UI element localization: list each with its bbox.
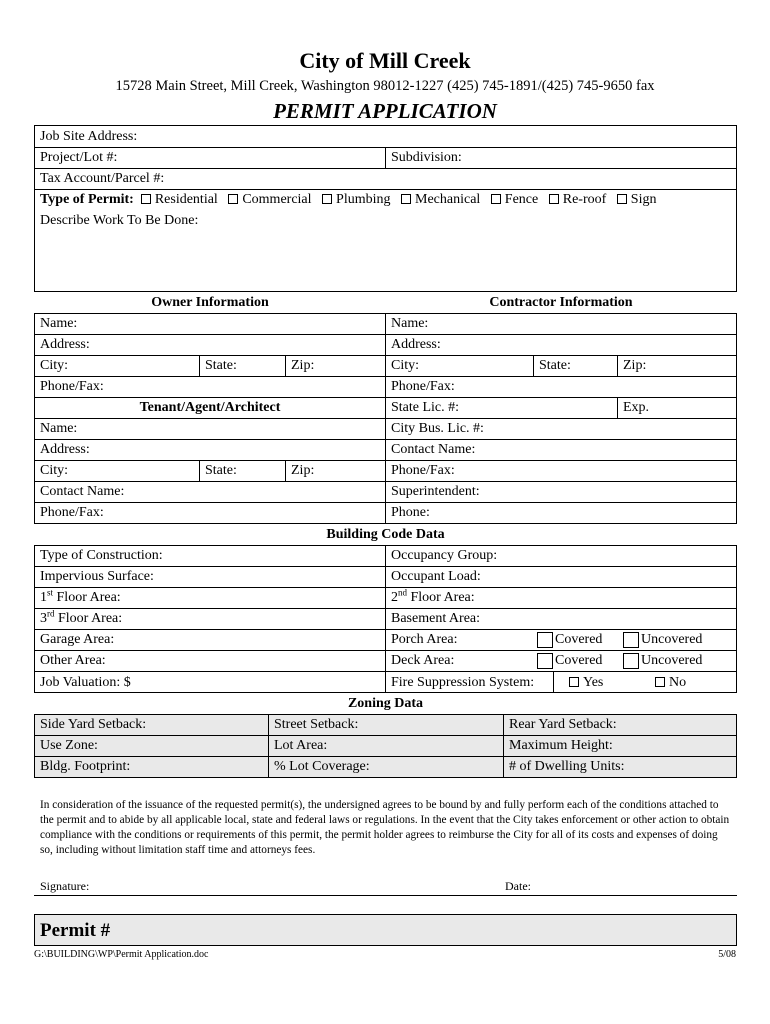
reroof-label: Re-roof xyxy=(562,192,607,207)
porch-uncovered-checkbox[interactable] xyxy=(623,632,639,648)
plumbing-checkbox[interactable] xyxy=(322,194,332,204)
permit-type-label: Type of Permit xyxy=(40,192,130,207)
max-height-field[interactable]: Maximum Height: xyxy=(509,738,613,753)
mechanical-label: Mechanical xyxy=(415,192,481,207)
legal-agreement-text: In consideration of the issuance of the requested permit(s), the undersigned agrees to be bound by and fully perform each of the conditions attached to the permit and to abide by all applicable local, state and federal laws or regulations. In the event that the City takes enforcement or other action to obtain compliance with the conditions or requirements of this permit, the permit holder agrees to reimburse the City for all of its costs and expenses of doing so, including without limitation staff time and attorneys fees. xyxy=(40,799,730,856)
porch-uncovered-label: Uncovered xyxy=(641,632,703,647)
mechanical-checkbox[interactable] xyxy=(401,194,411,204)
tenant-state-field[interactable]: State: xyxy=(205,463,237,478)
city-address: 15728 Main Street, Mill Creek, Washington 98012-1227 (425) 745-1891/(425) 745-9650 fax xyxy=(115,78,655,94)
date-field[interactable]: Date: xyxy=(505,879,531,893)
porch-area-field[interactable]: Porch Area: xyxy=(391,632,458,647)
project-lot-field[interactable]: Project/Lot #: xyxy=(40,150,118,165)
contractor-contact-field[interactable]: Contact Name: xyxy=(391,442,476,457)
contractor-zip-field[interactable]: Zip: xyxy=(623,358,647,373)
residential-label: Residential xyxy=(154,192,218,207)
contractor-phone-field[interactable]: Phone/Fax: xyxy=(391,379,455,394)
tenant-zip-field[interactable]: Zip: xyxy=(291,463,315,478)
floor1-area-field[interactable]: 1st Floor Area: xyxy=(40,587,121,605)
porch-covered-label: Covered xyxy=(555,632,603,647)
tenant-header: Tenant/Agent/Architect xyxy=(139,400,281,415)
reroof-checkbox[interactable] xyxy=(549,194,559,204)
sign-checkbox[interactable] xyxy=(617,194,627,204)
owner-city-field[interactable]: City: xyxy=(40,358,69,373)
job-site-address-field[interactable]: Job Site Address: xyxy=(40,129,138,144)
fence-label: Fence xyxy=(504,192,539,207)
building-code-header: Building Code Data xyxy=(326,527,445,542)
lot-area-field[interactable]: Lot Area: xyxy=(274,738,328,753)
tenant-contact-field[interactable]: Contact Name: xyxy=(40,484,125,499)
owner-state-field[interactable]: State: xyxy=(205,358,237,373)
deck-uncovered-checkbox[interactable] xyxy=(623,653,639,669)
contractor-name-field[interactable]: Name: xyxy=(391,316,429,331)
contractor-exp-field[interactable]: Exp. xyxy=(623,400,650,415)
contractor-city-field[interactable]: City: xyxy=(391,358,420,373)
contractor-super-field[interactable]: Superintendent: xyxy=(391,484,480,499)
construction-type-field[interactable]: Type of Construction: xyxy=(40,548,163,563)
street-setback-field[interactable]: Street Setback: xyxy=(274,717,359,732)
deck-covered-checkbox[interactable] xyxy=(537,653,553,669)
owner-address-field[interactable]: Address: xyxy=(40,337,90,352)
revision-date: 5/08 xyxy=(718,949,736,960)
floor3-area-field[interactable]: 3rd Floor Area: xyxy=(40,608,123,626)
fire-no-label: No xyxy=(669,675,687,690)
rear-yard-field[interactable]: Rear Yard Setback: xyxy=(509,717,617,732)
fire-suppression-label: Fire Suppression System: xyxy=(391,675,535,690)
fire-yes-option xyxy=(569,675,603,691)
tenant-address-field[interactable]: Address: xyxy=(40,442,90,457)
permit-number-label: Permit # xyxy=(40,920,111,941)
tenant-name-field[interactable]: Name: xyxy=(40,421,78,436)
contractor-phone3-field[interactable]: Phone: xyxy=(391,505,430,520)
porch-covered-checkbox[interactable] xyxy=(537,632,553,648)
commercial-label: Commercial xyxy=(242,192,312,207)
fence-checkbox[interactable] xyxy=(491,194,501,204)
footprint-field[interactable]: Bldg. Footprint: xyxy=(40,759,131,774)
impervious-surface-field[interactable]: Impervious Surface: xyxy=(40,569,154,584)
contractor-state-lic-field[interactable]: State Lic. #: xyxy=(391,400,460,415)
fire-yes-label: Yes xyxy=(583,675,604,690)
permit-number-box[interactable] xyxy=(34,914,737,946)
zoning-header: Zoning Data xyxy=(347,696,424,711)
contractor-info-header: Contractor Information xyxy=(489,295,633,310)
owner-name-field[interactable]: Name: xyxy=(40,316,78,331)
dwelling-units-field[interactable]: # of Dwelling Units: xyxy=(509,759,625,774)
permit-type-row: Type of Permit: Residential Commercial Plumbing Mechanical Fence Re-roof Sign xyxy=(40,192,657,207)
owner-phone-field[interactable]: Phone/Fax: xyxy=(40,379,104,394)
commercial-checkbox[interactable] xyxy=(228,194,238,204)
plumbing-label: Plumbing xyxy=(336,192,391,207)
occupant-load-field[interactable]: Occupant Load: xyxy=(391,569,481,584)
garage-area-field[interactable]: Garage Area: xyxy=(40,632,115,647)
signature-field[interactable]: Signature: xyxy=(40,879,90,893)
fire-no-checkbox[interactable] xyxy=(655,677,665,687)
side-yard-field[interactable]: Side Yard Setback: xyxy=(40,717,147,732)
fire-yes-checkbox[interactable] xyxy=(569,677,579,687)
floor2-area-field[interactable]: 2nd Floor Area: xyxy=(391,587,475,605)
contractor-state-field[interactable]: State: xyxy=(539,358,571,373)
tenant-city-field[interactable]: City: xyxy=(40,463,69,478)
occupancy-group-field[interactable]: Occupancy Group: xyxy=(391,548,498,563)
file-path: G:\BUILDING\WP\Permit Application.doc xyxy=(34,949,209,960)
use-zone-field[interactable]: Use Zone: xyxy=(40,738,98,753)
tenant-phone-field[interactable]: Phone/Fax: xyxy=(40,505,104,520)
fire-no-option xyxy=(655,675,686,691)
tax-account-field[interactable]: Tax Account/Parcel #: xyxy=(40,171,165,186)
subdivision-field[interactable]: Subdivision: xyxy=(391,150,462,165)
contractor-city-bus-field[interactable]: City Bus. Lic. #: xyxy=(391,421,484,436)
sign-label: Sign xyxy=(630,192,657,207)
lot-coverage-field[interactable]: % Lot Coverage: xyxy=(274,759,370,774)
other-area-field[interactable]: Other Area: xyxy=(40,653,106,668)
deck-covered-label: Covered xyxy=(555,653,603,668)
deck-area-field[interactable]: Deck Area: xyxy=(391,653,455,668)
residential-checkbox[interactable] xyxy=(141,194,151,204)
job-valuation-field[interactable]: Job Valuation: $ xyxy=(40,675,131,690)
page-title: City of Mill Creek xyxy=(299,48,471,73)
owner-zip-field[interactable]: Zip: xyxy=(291,358,315,373)
contractor-address-field[interactable]: Address: xyxy=(391,337,441,352)
owner-info-header: Owner Information xyxy=(151,295,269,310)
deck-uncovered-label: Uncovered xyxy=(641,653,703,668)
form-title: PERMIT APPLICATION xyxy=(273,99,497,123)
basement-area-field[interactable]: Basement Area: xyxy=(391,611,481,626)
contractor-phone2-field[interactable]: Phone/Fax: xyxy=(391,463,455,478)
describe-work-field[interactable]: Describe Work To Be Done: xyxy=(40,213,199,228)
